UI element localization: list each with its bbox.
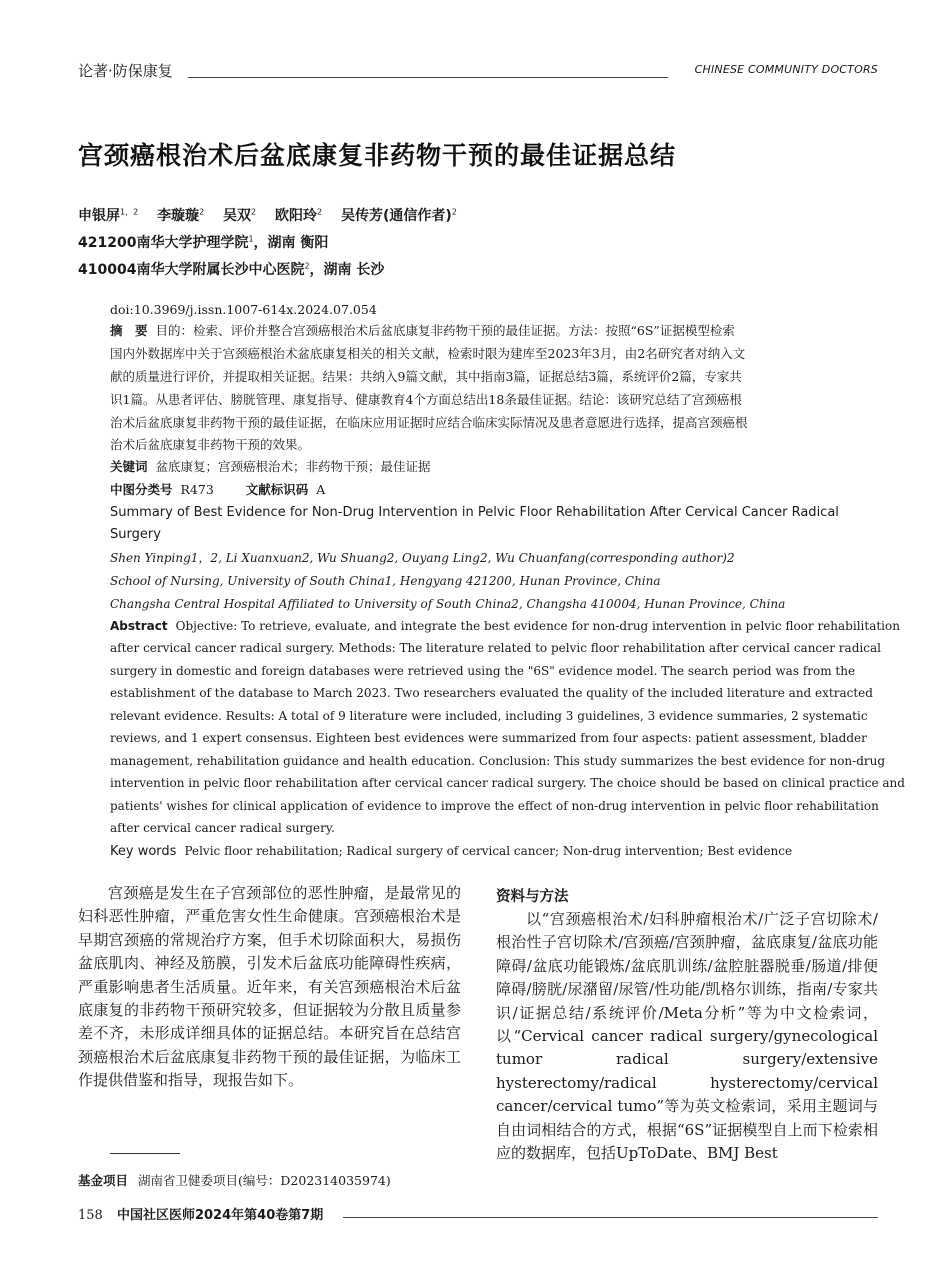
- english-abstract-label: Abstract: [110, 619, 168, 633]
- affiliation-1: 421200南华大学护理学院$^1$，湖南 衡阳: [78, 234, 329, 251]
- author: 李璇璇$^2$: [157, 207, 205, 224]
- footer-journal: 中国社区医师2024年第40卷第7期: [116, 1208, 324, 1223]
- body-right-column: [496, 908, 878, 1165]
- footer-rule: [343, 1217, 878, 1218]
- doi: doi:10.3969/j.issn.1007-614x.2024.07.054: [110, 302, 377, 317]
- section-label: 论著·防保康复: [78, 62, 173, 80]
- english-abstract-line: after cervical cancer radical surgery. Methods: The literature related to pelvic floor rehabilitation after cervical cancer radical: [110, 641, 881, 655]
- abstract-cn-line: 献的质量进行评价，并提取相关证据。结果：共纳入9篇文献，其中指南3篇，证据总结3篇，系统评价2篇，专家共: [110, 369, 742, 384]
- journal-name: CHINESE COMMUNITY DOCTORS: [694, 63, 878, 76]
- intro-paragraph: 宫颈癌是发生在子宫颈部位的恶性肿瘤，是最常见的妇科恶性肿瘤，严重危害女性生命健康。宫颈癌根治术是早期宫颈癌的常规治疗方案，但手术切除面积大，易损伤盆底肌肉、神经及筋膜，引发术后盆底功能障碍性疾病，严重影响患者生活质量。近年来，有关宫颈癌根治术后盆底康复的非药物干预研究较多，但证据较为分散且质量参差不齐，未形成详细具体的证据总结。本研究旨在总结宫颈癌根治术后盆底康复非药物干预的最佳证据，为临床工作提供借鉴和指导，现报告如下。: [78, 884, 461, 1090]
- page-number: 158: [78, 1208, 103, 1223]
- english-title-line: Summary of Best Evidence for Non-Drug Intervention in Pelvic Floor Rehabilitation After Cervical Cancer Radical: [110, 505, 839, 520]
- funding-note: 基金项目 湖南省卫健委项目(编号：D202314035974): [78, 1173, 391, 1188]
- english-keywords: Key words Pelvic floor rehabilitation; Radical surgery of cervical cancer; Non-drug intervention; Best evidence: [110, 844, 793, 859]
- english-abstract-line: establishment of the database to March 2023. Two researchers evaluated the quality of the included literature and extracted: [110, 686, 873, 700]
- classification: 中图分类号 R473 文献标识码 A: [110, 482, 326, 497]
- section-heading: 资料与方法: [496, 889, 569, 905]
- page-footer: [78, 1204, 878, 1224]
- abstract-cn-line: 国内外数据库中关于宫颈癌根治术盆底康复相关的相关文献，检索时限为建库至2023年3月，由2名研究者对纳入文: [110, 346, 746, 361]
- author: 吴传芳(通信作者)$^2$: [340, 207, 457, 224]
- author: 申银屏$^{1,2}$: [78, 207, 139, 224]
- english-abstract-line: Abstract Objective: To retrieve, evaluate, and integrate the best evidence for non-drug intervention in pelvic floor rehabilitation: [110, 619, 900, 633]
- english-abstract-line: surgery in domestic and foreign databases were retrieved using the "6S" evidence model. The search period was from the: [110, 664, 856, 678]
- keywords-cn: 关键词 盆底康复；宫颈癌根治术；非药物干预；最佳证据: [110, 459, 431, 474]
- english-abstract-line: intervention in pelvic floor rehabilitation after cervical cancer radical surgery. The choice should be based on clinical practice and: [110, 776, 905, 790]
- english-affiliation: Changsha Central Hospital Affiliated to University of South China2, Changsha 410004, Hunan Province, China: [110, 597, 786, 611]
- footnote-rule: [110, 1153, 180, 1154]
- english-authors: Shen Yinping1，2, Li Xuanxuan2, Wu Shuang2, Ouyang Ling2, Wu Chuanfang(corresponding author)2: [110, 551, 735, 565]
- abstract-cn-line: 治术后盆底康复非药物干预的效果。: [110, 437, 311, 452]
- abstract-label: 摘 要: [110, 323, 148, 338]
- affiliation-2: 410004南华大学附属长沙中心医院$^2$，湖南 长沙: [78, 261, 385, 278]
- english-abstract-line: reviews, and 1 expert consensus. Eighteen best evidences were summarized from four aspects: patient assessment, bladder: [110, 731, 867, 745]
- english-title-line: Surgery: [110, 527, 161, 542]
- english-abstract-line: management, rehabilitation guidance and health education. Conclusion: This study summarizes the best evidence for non-drug: [110, 754, 886, 768]
- author: 吴双$^2$: [223, 207, 257, 224]
- abstract-cn-line: 摘 要 目的：检索、评价并整合宫颈癌根治术后盆底康复非药物干预的最佳证据。方法：按照“6S”证据模型检索: [110, 323, 735, 338]
- running-header: [78, 60, 878, 80]
- abstract-cn-line: 治术后盆底康复非药物干预的最佳证据，在临床应用证据时应结合临床实际情况及患者意愿进行选择，提高宫颈癌根: [110, 415, 748, 430]
- author-list: [78, 205, 471, 225]
- article-title: 宫颈癌根治术后盆底康复非药物干预的最佳证据总结: [78, 141, 677, 170]
- body-left-column: [78, 882, 461, 1093]
- english-abstract-line: after cervical cancer radical surgery.: [110, 821, 335, 835]
- english-abstract-line: patients' wishes for clinical application of evidence to improve the effect of non-drug intervention in pelvic floor rehabilitation: [110, 799, 879, 813]
- abstract-cn-line: 识1篇。从患者评估、膀胱管理、康复指导、健康教育4个方面总结出18条最佳证据。结论：该研究总结了宫颈癌根: [110, 392, 742, 407]
- english-affiliation: School of Nursing, University of South China1, Hengyang 421200, Hunan Province, China: [110, 574, 661, 588]
- header-rule: [188, 77, 668, 78]
- english-abstract-line: relevant evidence. Results: A total of 9 literature were included, including 3 guidelines, 3 evidence summaries, 2 systematic: [110, 709, 868, 723]
- methods-paragraph: 以“宫颈癌根治术/妇科肿瘤根治术/广泛子宫切除术/根治性子宫切除术/宫颈癌/宫颈肿瘤，盆底康复/盆底功能障碍/盆底功能锻炼/盆底肌训练/盆腔脏器脱垂/肠道/排便障碍/膀胱/尿潴留/尿管/性功能/凯格尔训练，指南/专家共识/证据总结/系统评价/Meta分析”等为中文检索词，以“Cervical cancer radical surgery/gynecological tumor radical surgery/extensive hysterectomy/radical hysterectomy/cervical cancer/cervical tumo”等为英文检索词，采用主题词与自由词相结合的方式，根据“6S”证据模型自上而下检索相应的数据库，包括UpToDate、BMJ Best: [496, 910, 878, 1163]
- author: 欧阳玲$^2$: [275, 207, 323, 224]
